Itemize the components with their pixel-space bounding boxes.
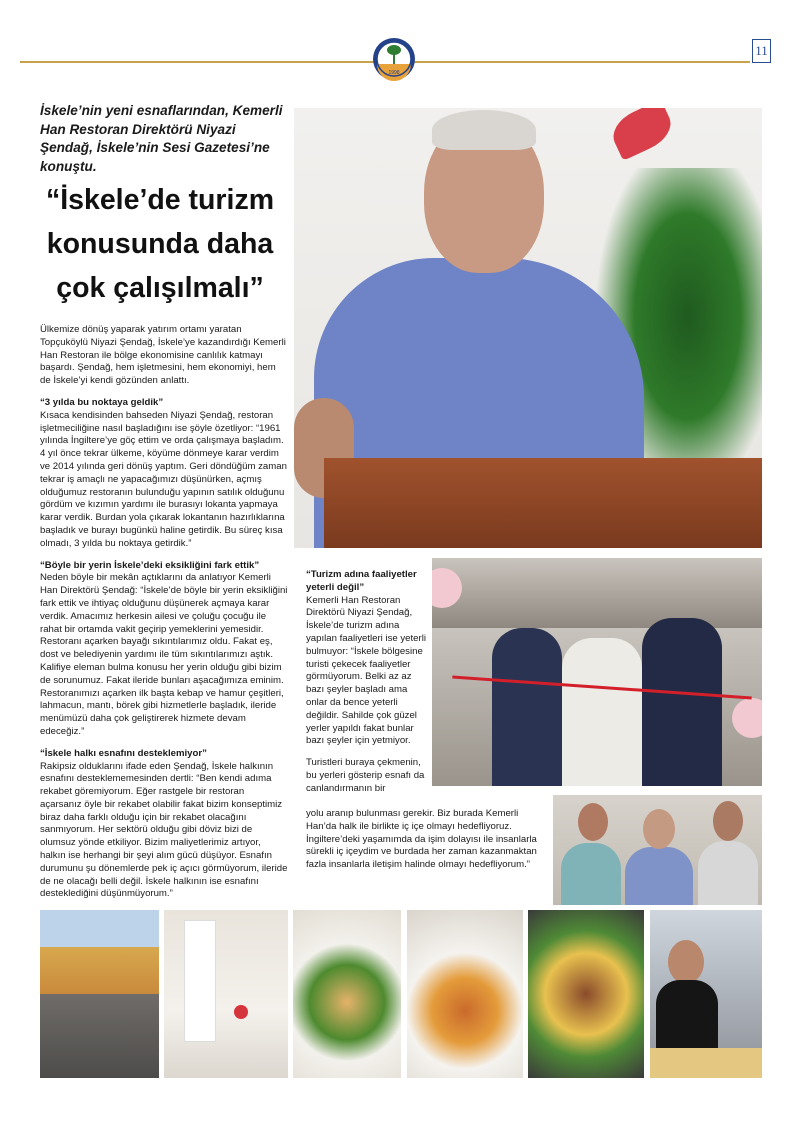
logo-year: 1998: [388, 70, 400, 76]
left-column: [40, 324, 288, 901]
wide-paragraph: [306, 808, 546, 872]
section-4-text-2: Turistleri buraya çekmenin, bu yerleri gösterip esnafı da canlandırmanın bir: [306, 757, 425, 794]
subheading-4: “Turizm adına faaliyetler yeterli değil”: [306, 569, 417, 593]
subheading-2: “Böyle bir yerin İskele’deki eksikliğini fark ettik”: [40, 559, 260, 571]
staff-group-photo: [553, 795, 762, 905]
section-1-text: Kısaca kendisinden bahseden Niyazi Şendağ, restoran işletmeciliğine nasıl başladığını ise şöyle özetliyor: “1961 yılında İngiltere’ye göç ettim ve orda çalışmaya başladım. 4 yıl önce tekrar ülkeme, köyüme dönmeye karar verdim ve 2014 yılında geri dönüş yaptım. Geri döndüğüm zaman tekrar iş amaçlı ne yapacağımızı düşünürken, açmış olduğumuz restoranın bulunduğu yapının satılık olduğunu gördüm ve kızımın yardımı ile burasıyı lokanta yapmaya karar verdik. Burdan yola çıkarak lokantanın hazırlıklarına başladık ve burayı bugünkü haline getirdik. Bu süreç kısa olmadı, 3 yılda bu noktaya getirdik.”: [40, 409, 287, 549]
headline-line-3: çok çalışılmalı”: [56, 272, 264, 304]
page-number: 11: [752, 39, 771, 63]
middle-column: [306, 569, 428, 796]
chef-photo: [650, 910, 762, 1078]
subheading-1: “3 yılda bu noktaya geldik”: [40, 396, 164, 408]
food-platter-photo: [528, 910, 644, 1078]
section-4-text-3: yolu aranıp bulunması gerekir. Biz burada Kemerli Han’da halk ile birlikte iç içe olmayı hedefliyoruz. İngiltere’deki yaşamımda da işim dolayısı ile insanlarla sürekli iç içeydim ve burdada her zaman kazanmaktan fazla insanlarla iletişim halinde olmayı hedefliyorum.”: [306, 808, 537, 871]
section-2-text: Neden böyle bir mekân açtıklarını da anlatıyor Kemerli Han Direktörü Şendağ: “İskele’de böyle bir yerin eksikliğini fark ettik ve ihtiyaç olduğunu düşünerek açmaya karar verdik. Amacımız herkesin ailesi ve çoluğu çocuğu ile rahat bir ortamda vakit geçirip yemeklerini yemesidir. Restoranı açarken bayağı sıkıntılarımız oldu. Fakat eş, dost ve belediyenin yardımı ile tüm sıkıntılarımızı aştık. Kalifiye eleman bulma konusu her yerin olduğu gibi bizim de sorunumuz. Fakat ileride bunları aşacağımıza eminim. Restoranımızı açarken ilk başta kebap ve hamur çeşitleri, lahmacun, mantı, börek gibi hizmetlerle başladık, ileride menümüzü daha çok geliştirerek hizmete devam edeceğiz.”: [40, 572, 288, 737]
headline-line-2: konusunda daha: [46, 228, 274, 260]
newspaper-logo: [372, 34, 416, 84]
portrait-photo: [294, 108, 762, 548]
article-intro: İskele’nin yeni esnaflarından, Kemerli Han Restoran Direktörü Niyazi Şendağ, İskele’nin Sesi Gazetesi’ne konuştu.: [40, 103, 283, 174]
headline-line-1: “İskele’de turizm: [45, 184, 275, 216]
ribbon-cutting-photo: [432, 558, 762, 786]
food-plate-photo-2: [407, 910, 523, 1078]
restaurant-interior-photo: [164, 910, 288, 1078]
lead-paragraph: Ülkemize dönüş yaparak yatırım ortamı yaratan Topçuköylü Niyazi Şendağ, İskele’ye kazandırdığı Kemerli Han Restoran ile bölge ekonomisine canlılık katmayı başardı. Şendağ, hem işletmesini, hem ekonomiyi, hem de İskele’yi kendi gözünden anlattı.: [40, 324, 286, 387]
section-4-text: Kemerli Han Restoran Direktörü Niyazi Şendağ, İskele’de turizm adına yapılan faaliyetleri ise yeterli bulmuyor: “İskele bölgesine turisti çekecek faaliyetler görmüyorum. Belki az az bazı şeyler başladı ama onlar da bence yeterli değildir. Sahilde çok güzel yerler yapıldı fakat bunlar bazı şeyler için yetmiyor.: [306, 594, 426, 747]
headline: [26, 178, 294, 310]
restaurant-exterior-photo: [40, 910, 159, 1078]
food-plate-photo-1: [293, 910, 401, 1078]
section-3-text: Rakipsiz olduklarını ifade eden Şendağ, İskele halkının esnafını desteklememesinden dertli: “Ben kendi adıma rekabet göremiyorum. Eğer rastgele bir restoran açarsanız öyle bir rekabet olabilir fakat bizim konseptimiz biraz daha farklı olduğu için bir rekabet olacağını sanmıyorum. Her sektörü olduğu gibi döviz bizi de olumsuz yönde etkiliyor. Bizim maliyetlerimiz artıyor, halkın ise herhangi bir şeyi alım gücü düşüyor. Esnafın durumunu şu dönemlerde pek iç açıcı görmüyorum, ileride de ne olacağı belli değil. İskele halkının ise esnafını desteklediğini düşünmüyorum.”: [40, 760, 288, 900]
subheading-3: “İskele halkı esnafını desteklemiyor”: [40, 747, 207, 759]
